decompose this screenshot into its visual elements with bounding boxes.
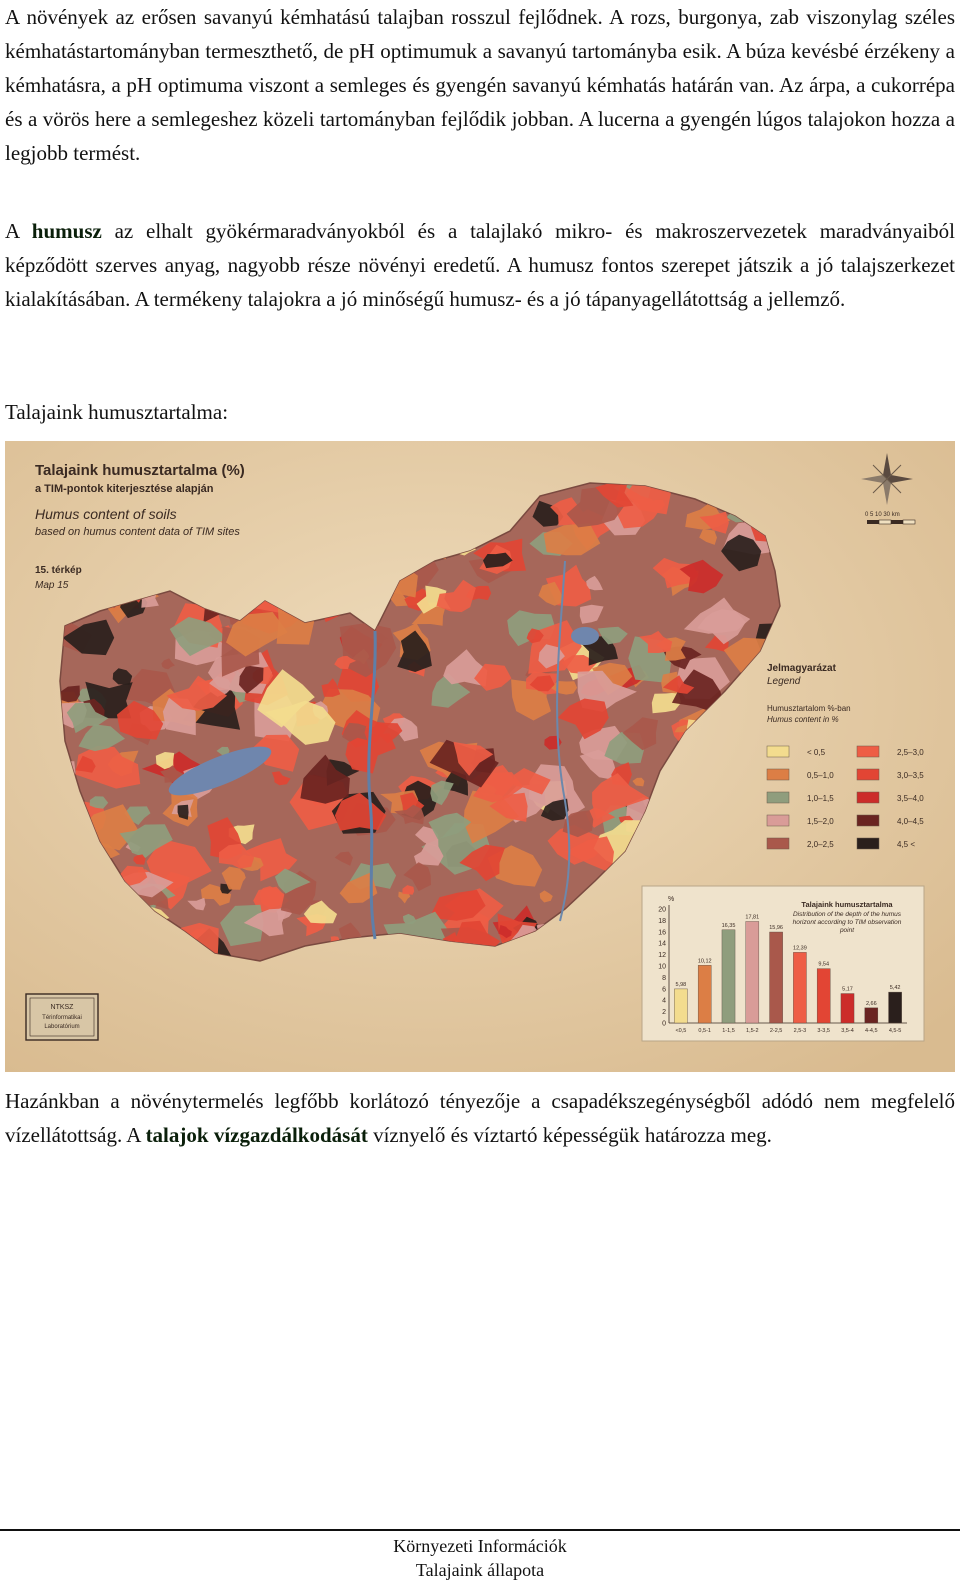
chart-x-tick: 4,5-5 [888, 1028, 902, 1034]
legend-label: 4,0–4,5 [897, 817, 924, 826]
chart-x-tick: 4-4,5 [865, 1028, 878, 1034]
inset-bar-chart [642, 886, 924, 1041]
legend-label: 1,0–1,5 [807, 794, 834, 803]
legend-swatch [857, 769, 879, 780]
legend-swatch [857, 792, 879, 803]
ntksz-stamp [26, 994, 98, 1040]
chart-y-tick: 14 [658, 940, 666, 948]
chart-y-tick: 10 [658, 963, 666, 971]
chart-bar [817, 969, 830, 1023]
humus-term: humusz [31, 219, 102, 243]
legend-swatch [767, 769, 789, 780]
chart-value-label: 10,12 [697, 958, 712, 965]
chart-y-tick: 6 [662, 986, 666, 994]
water-term: talajok vízgazdálkodását [145, 1123, 368, 1147]
chart-value-label: 17,81 [745, 914, 760, 921]
scale-bar [867, 520, 915, 524]
water-paragraph [5, 1084, 955, 1152]
map-title-hu: Talajaink humusztartalma (%) [35, 462, 245, 479]
legend-label: 1,5–2,0 [807, 817, 834, 826]
chart-bar [889, 992, 902, 1023]
legend-label: < 0,5 [807, 748, 826, 757]
scale-label: 0 5 10 30 km [865, 512, 900, 518]
humus-text-rest: az elhalt gyökérmaradványokból és a talajlakó mikro- és makroszervezetek maradványaiból képződött szerves anyag, nagyobb része növényi eredetű. A humusz fontos szerepet játszik a jó talajszerkezet kialakításában. A termékeny talajokra a jó minőségű humusz- és a jó tápanyagellátottság a jellemző. [5, 219, 955, 311]
chart-value-label: 5,42 [889, 985, 901, 992]
chart-x-tick: 2,5-3 [793, 1028, 807, 1034]
chart-y-tick: 12 [658, 952, 666, 960]
map-subtitle-en: based on humus content data of TIM sites [35, 526, 240, 538]
water-text-start: Hazánkban a növénytermelés legfőbb korlátozó tényezője a csapadékszegénységből adódó nem megfelelő vízellátottság. A [5, 1089, 955, 1147]
legend-swatch [767, 815, 789, 826]
chart-x-tick: 0,5-1 [698, 1028, 711, 1034]
stamp-line-3: Laboratórium [44, 1024, 80, 1030]
chart-y-tick: 2 [662, 1009, 666, 1017]
chart-x-tick: 2-2,5 [769, 1028, 783, 1034]
legend-swatch [857, 815, 879, 826]
stamp-line-1: NTKSZ [50, 1004, 74, 1011]
chart-value-label: 16,35 [721, 922, 736, 929]
map-subtitle-hu: a TIM-pontok kiterjesztése alapján [35, 483, 214, 495]
legend-label: 0,5–1,0 [807, 771, 834, 780]
chart-bar [674, 989, 687, 1023]
legend-swatch [767, 792, 789, 803]
footer-line-1: Környezeti Információk [393, 1536, 567, 1556]
chart-x-tick: <0,5 [675, 1028, 687, 1034]
legend-title-hu: Jelmagyarázat [767, 663, 836, 674]
chart-value-label: 2,66 [865, 1000, 877, 1007]
chart-value-label: 15,96 [769, 925, 783, 932]
legend-label: 4,5 < [897, 840, 916, 849]
chart-bar [841, 994, 854, 1023]
chart-bar [770, 932, 783, 1023]
legend-swatch [767, 746, 789, 757]
chart-y-label: % [668, 896, 675, 903]
legend-label: 3,5–4,0 [897, 794, 924, 803]
chart-bar [865, 1008, 878, 1023]
chart-bar [722, 930, 735, 1023]
chart-x-tick: 3-3,5 [817, 1028, 830, 1034]
chart-value-label: 5,98 [675, 981, 687, 988]
legend-label: 3,0–3,5 [897, 771, 924, 780]
chart-subtitle: Distribution of the depth of the humus horizont according to TIM observation point [792, 911, 902, 934]
chart-value-label: 12,39 [793, 945, 807, 952]
chart-value-label: 9,54 [818, 961, 830, 968]
chart-x-tick: 3,5-4 [841, 1028, 854, 1034]
chart-subtitle-box [785, 911, 909, 947]
chart-y-tick: 8 [662, 974, 666, 982]
legend-title-en: Legend [767, 676, 801, 687]
legend-swatch [857, 746, 879, 757]
legend-label: 2,0–2,5 [807, 840, 834, 849]
chart-y-tick: 16 [658, 929, 666, 937]
intro-paragraph: A növények az erősen savanyú kémhatású talajban rosszul fejlődnek. A rozs, burgonya, zab viszonylag széles kémhatástartományban termeszthető, de pH optimumuk a savanyú tartományba esik. A búza kevésbé érzékeny a kémhatásra, a pH optimuma viszont a semleges és gyengén savanyú kémhatás határán van. Az árpa, a cukorrépa és a vörös here a semlegeshez közeli tartományban fejlődik jobban. A lucerna a gyengén lúgos talajokon hozza a legjobb termést. [5, 5, 955, 165]
legend-subtitle-hu: Humusztartalom %-ban [767, 704, 851, 713]
chart-bar [793, 952, 806, 1023]
chart-x-tick: 1,5-2 [746, 1028, 759, 1034]
map-title-en: Humus content of soils [35, 506, 177, 522]
chart-bar [746, 921, 759, 1023]
stamp-line-2: Térinformatikai [42, 1015, 82, 1021]
legend-subtitle-en: Humus content in % [767, 715, 839, 724]
water-text-rest: víznyelő és víztartó képességük határozza meg. [367, 1123, 772, 1147]
chart-y-tick: 18 [658, 917, 666, 925]
map-caption: Talajaink humusztartalma: [5, 400, 229, 424]
humus-map-figure [5, 441, 955, 1072]
chart-y-tick: 4 [662, 997, 666, 1005]
footer-line-2: Talajaink állapota [415, 1560, 545, 1580]
map-number-en: Map 15 [35, 580, 69, 591]
chart-value-label: 5,17 [842, 986, 853, 993]
tisza-lake [571, 627, 599, 645]
legend-swatch [767, 838, 789, 849]
chart-x-tick: 1-1,5 [722, 1028, 735, 1034]
chart-y-tick: 0 [662, 1020, 666, 1028]
chart-y-tick: 20 [658, 906, 666, 914]
humus-paragraph [5, 214, 955, 316]
legend-swatch [857, 838, 879, 849]
legend-label: 2,5–3,0 [897, 748, 924, 757]
humus-map [5, 441, 955, 1072]
chart-bar [698, 965, 711, 1023]
footer-rule [0, 1529, 960, 1531]
chart-title: Talajaink humusztartalma [801, 900, 893, 909]
map-number-hu: 15. térkép [35, 565, 82, 576]
humus-text-start: A [5, 219, 32, 243]
